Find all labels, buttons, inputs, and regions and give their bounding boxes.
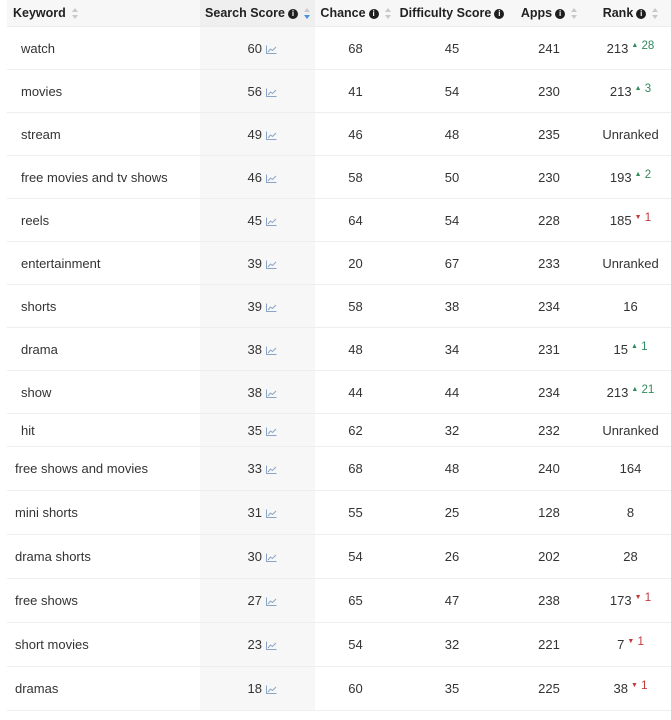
header-chance-label: Chance — [320, 6, 366, 20]
info-icon[interactable]: i — [555, 9, 565, 19]
rank-change-value: 28 — [641, 39, 655, 52]
apps-cell: 230 — [508, 156, 590, 199]
sort-icon[interactable] — [652, 8, 658, 19]
chance-cell: 60 — [315, 667, 396, 711]
rank-change — [627, 636, 644, 648]
apps-cell: 241 — [508, 27, 590, 70]
trend-chart-icon[interactable] — [266, 346, 277, 355]
rank-cell — [590, 623, 671, 667]
difficulty-cell: 67 — [396, 242, 508, 285]
rank-cell — [590, 70, 671, 113]
rank-change — [631, 384, 654, 396]
trend-chart-icon[interactable] — [266, 427, 277, 436]
trend-chart-icon[interactable] — [266, 88, 277, 97]
caret-up-icon: ▲ — [634, 84, 642, 92]
apps-cell: 221 — [508, 623, 590, 667]
search-score-value: 49 — [247, 126, 262, 142]
search-score-value: 33 — [247, 461, 262, 476]
header-apps-label: Apps — [520, 6, 553, 20]
rank-change-value: 1 — [644, 592, 652, 604]
search-score-value: 27 — [247, 593, 262, 608]
keyword-cell[interactable]: hit — [7, 414, 200, 447]
search-score-cell — [200, 328, 315, 371]
caret-up-icon: ▲ — [634, 170, 642, 178]
info-icon[interactable]: i — [288, 9, 298, 19]
trend-chart-icon[interactable] — [266, 260, 277, 269]
trend-chart-icon[interactable] — [266, 597, 277, 606]
search-score-cell — [200, 285, 315, 328]
search-score-cell — [200, 667, 315, 711]
difficulty-cell: 34 — [396, 328, 508, 371]
chance-cell: 55 — [315, 491, 396, 535]
trend-chart-icon[interactable] — [266, 389, 277, 398]
apps-cell: 230 — [508, 70, 590, 113]
rank-change — [635, 169, 652, 181]
chance-cell: 58 — [315, 285, 396, 328]
trend-chart-icon[interactable] — [266, 465, 277, 474]
rank-value: 38 — [613, 681, 628, 696]
header-difficulty-label: Difficulty Score — [399, 6, 492, 20]
chance-cell: 20 — [315, 242, 396, 285]
rank-cell — [590, 491, 671, 535]
table-row[interactable] — [7, 579, 671, 623]
rank-change-value: 1 — [637, 636, 644, 648]
rank-value: 193 — [609, 169, 632, 185]
search-score-value: 38 — [247, 384, 262, 400]
chance-cell: 64 — [315, 199, 396, 242]
trend-chart-icon[interactable] — [266, 303, 277, 312]
keyword-cell[interactable]: free shows and movies — [7, 447, 200, 491]
chance-cell: 62 — [315, 414, 396, 447]
difficulty-cell: 26 — [396, 535, 508, 579]
rank-change-value: 1 — [641, 340, 648, 353]
apps-cell: 225 — [508, 667, 590, 711]
search-score-cell — [200, 535, 315, 579]
chance-cell: 48 — [315, 328, 396, 371]
keyword-cell[interactable]: entertainment — [7, 242, 200, 285]
rank-value: 164 — [619, 461, 642, 476]
rank-value: 15 — [613, 341, 628, 357]
rank-change-value: 21 — [641, 383, 655, 396]
keyword-table — [7, 0, 671, 711]
sort-icon[interactable] — [304, 8, 310, 19]
difficulty-cell: 48 — [396, 447, 508, 491]
rank-value: 185 — [609, 212, 632, 228]
apps-cell: 232 — [508, 414, 590, 447]
difficulty-cell: 45 — [396, 27, 508, 70]
keyword-cell[interactable]: drama shorts — [7, 535, 200, 579]
rank-cell — [590, 285, 671, 328]
caret-down-icon: ▼ — [630, 682, 638, 689]
keyword-cell[interactable]: mini shorts — [7, 491, 200, 535]
rank-cell — [590, 156, 671, 199]
trend-chart-icon[interactable] — [266, 685, 277, 694]
apps-cell: 234 — [508, 285, 590, 328]
caret-down-icon: ▼ — [634, 594, 642, 601]
keyword-cell[interactable]: free shows — [7, 579, 200, 623]
search-score-value: 23 — [247, 637, 262, 652]
chance-cell: 54 — [315, 623, 396, 667]
search-score-value: 35 — [247, 422, 262, 438]
table-row[interactable] — [7, 328, 671, 371]
rank-value: Unranked — [602, 126, 659, 142]
table-row[interactable] — [7, 285, 671, 328]
rank-cell — [590, 447, 671, 491]
search-score-cell — [200, 242, 315, 285]
table-row[interactable] — [7, 199, 671, 242]
apps-cell: 233 — [508, 242, 590, 285]
rank-cell — [590, 414, 671, 447]
rank-cell — [590, 535, 671, 579]
rank-cell — [590, 579, 671, 623]
difficulty-cell: 50 — [396, 156, 508, 199]
header-difficulty[interactable] — [396, 0, 508, 27]
search-score-cell — [200, 70, 315, 113]
search-score-cell — [200, 623, 315, 667]
keyword-cell[interactable]: movies — [7, 70, 200, 113]
rank-change — [635, 212, 652, 224]
header-search-score[interactable] — [200, 0, 315, 27]
difficulty-cell: 54 — [396, 70, 508, 113]
rank-change-value: 1 — [644, 211, 652, 224]
caret-down-icon: ▼ — [634, 213, 642, 221]
keyword-cell[interactable]: watch — [7, 27, 200, 70]
search-score-value: 46 — [247, 169, 262, 185]
keyword-cell[interactable]: free movies and tv shows — [7, 156, 200, 199]
trend-chart-icon[interactable] — [266, 217, 277, 226]
rank-value: 28 — [623, 549, 638, 564]
table-row[interactable] — [7, 623, 671, 667]
chance-cell: 58 — [315, 156, 396, 199]
caret-up-icon: ▲ — [630, 342, 638, 350]
keyword-cell[interactable]: stream — [7, 113, 200, 156]
table-header-row — [7, 0, 671, 27]
rank-change — [631, 341, 648, 353]
table-row[interactable] — [7, 667, 671, 711]
rank-cell — [590, 371, 671, 414]
rank-change-value: 3 — [644, 82, 652, 95]
info-icon[interactable]: i — [369, 9, 379, 19]
info-icon[interactable]: i — [494, 9, 504, 19]
apps-cell: 128 — [508, 491, 590, 535]
trend-chart-icon[interactable] — [266, 641, 277, 650]
difficulty-cell: 47 — [396, 579, 508, 623]
table-row[interactable] — [7, 535, 671, 579]
keyword-cell[interactable]: show — [7, 371, 200, 414]
table-body — [7, 27, 671, 711]
apps-cell: 231 — [508, 328, 590, 371]
rank-cell — [590, 242, 671, 285]
trend-chart-icon[interactable] — [266, 553, 277, 562]
header-apps[interactable] — [508, 0, 590, 27]
keyword-cell[interactable]: shorts — [7, 285, 200, 328]
search-score-value: 31 — [247, 505, 262, 520]
table-row[interactable] — [7, 242, 671, 285]
apps-cell: 202 — [508, 535, 590, 579]
trend-chart-icon[interactable] — [266, 131, 277, 140]
rank-change — [631, 40, 654, 52]
keyword-cell[interactable]: drama — [7, 328, 200, 371]
table-row[interactable] — [7, 414, 671, 447]
header-rank[interactable] — [590, 0, 671, 27]
rank-value: 7 — [617, 637, 625, 652]
rank-value: 16 — [623, 298, 638, 314]
apps-cell: 235 — [508, 113, 590, 156]
rank-value: Unranked — [602, 422, 659, 438]
info-icon[interactable]: i — [636, 9, 646, 19]
search-score-cell — [200, 27, 315, 70]
apps-cell: 238 — [508, 579, 590, 623]
rank-value: 8 — [626, 505, 635, 520]
rank-change — [635, 592, 652, 604]
sort-icon[interactable] — [385, 8, 391, 19]
rank-change-value: 2 — [644, 168, 652, 181]
difficulty-cell: 38 — [396, 285, 508, 328]
keyword-cell[interactable]: short movies — [7, 623, 200, 667]
search-score-cell — [200, 371, 315, 414]
rank-cell — [590, 27, 671, 70]
keyword-cell[interactable]: reels — [7, 199, 200, 242]
search-score-cell — [200, 491, 315, 535]
rank-change-value: 1 — [641, 680, 648, 692]
search-score-value: 56 — [247, 83, 262, 99]
chance-cell: 54 — [315, 535, 396, 579]
search-score-value: 39 — [247, 298, 262, 314]
rank-cell — [590, 667, 671, 711]
chance-cell: 41 — [315, 70, 396, 113]
apps-cell: 240 — [508, 447, 590, 491]
table-row[interactable] — [7, 447, 671, 491]
header-keyword-label: Keyword — [13, 6, 66, 20]
trend-chart-icon[interactable] — [266, 174, 277, 183]
rank-value: 173 — [609, 593, 632, 608]
header-chance[interactable] — [315, 0, 396, 27]
trend-chart-icon[interactable] — [266, 45, 277, 54]
rank-value: 213 — [606, 40, 629, 56]
chance-cell: 44 — [315, 371, 396, 414]
rank-cell — [590, 328, 671, 371]
search-score-value: 30 — [247, 549, 262, 564]
chance-cell: 46 — [315, 113, 396, 156]
apps-cell: 234 — [508, 371, 590, 414]
search-score-cell — [200, 156, 315, 199]
search-score-cell — [200, 579, 315, 623]
caret-up-icon: ▲ — [631, 385, 639, 393]
table-row[interactable] — [7, 70, 671, 113]
table-row[interactable] — [7, 491, 671, 535]
rank-change — [635, 83, 652, 95]
difficulty-cell: 44 — [396, 371, 508, 414]
keyword-cell[interactable]: dramas — [7, 667, 200, 711]
rank-value: 213 — [609, 83, 632, 99]
search-score-cell — [200, 447, 315, 491]
header-rank-label: Rank — [602, 6, 634, 20]
difficulty-cell: 54 — [396, 199, 508, 242]
difficulty-cell: 32 — [396, 414, 508, 447]
search-score-value: 38 — [247, 341, 262, 357]
header-keyword[interactable] — [7, 0, 200, 27]
difficulty-cell: 48 — [396, 113, 508, 156]
chance-cell: 65 — [315, 579, 396, 623]
difficulty-cell: 25 — [396, 491, 508, 535]
table-row[interactable] — [7, 371, 671, 414]
table-row[interactable] — [7, 156, 671, 199]
difficulty-cell: 35 — [396, 667, 508, 711]
search-score-value: 18 — [247, 681, 262, 696]
table-row[interactable] — [7, 113, 671, 156]
search-score-cell — [200, 414, 315, 447]
rank-value: 213 — [606, 384, 629, 400]
chance-cell: 68 — [315, 27, 396, 70]
search-score-value: 60 — [247, 40, 262, 56]
trend-chart-icon[interactable] — [266, 509, 277, 518]
rank-value: Unranked — [602, 255, 659, 271]
search-score-cell — [200, 113, 315, 156]
caret-up-icon: ▲ — [631, 41, 639, 49]
header-search-score-label: Search Score — [205, 6, 285, 20]
apps-cell: 228 — [508, 199, 590, 242]
rank-change — [631, 680, 648, 692]
search-score-cell — [200, 199, 315, 242]
rank-cell — [590, 113, 671, 156]
caret-down-icon: ▼ — [627, 638, 635, 645]
sort-icon[interactable] — [571, 8, 577, 19]
rank-cell — [590, 199, 671, 242]
sort-icon[interactable] — [72, 8, 78, 19]
difficulty-cell: 32 — [396, 623, 508, 667]
search-score-value: 39 — [247, 255, 262, 271]
search-score-value: 45 — [247, 212, 262, 228]
chance-cell: 68 — [315, 447, 396, 491]
table-row[interactable] — [7, 27, 671, 70]
